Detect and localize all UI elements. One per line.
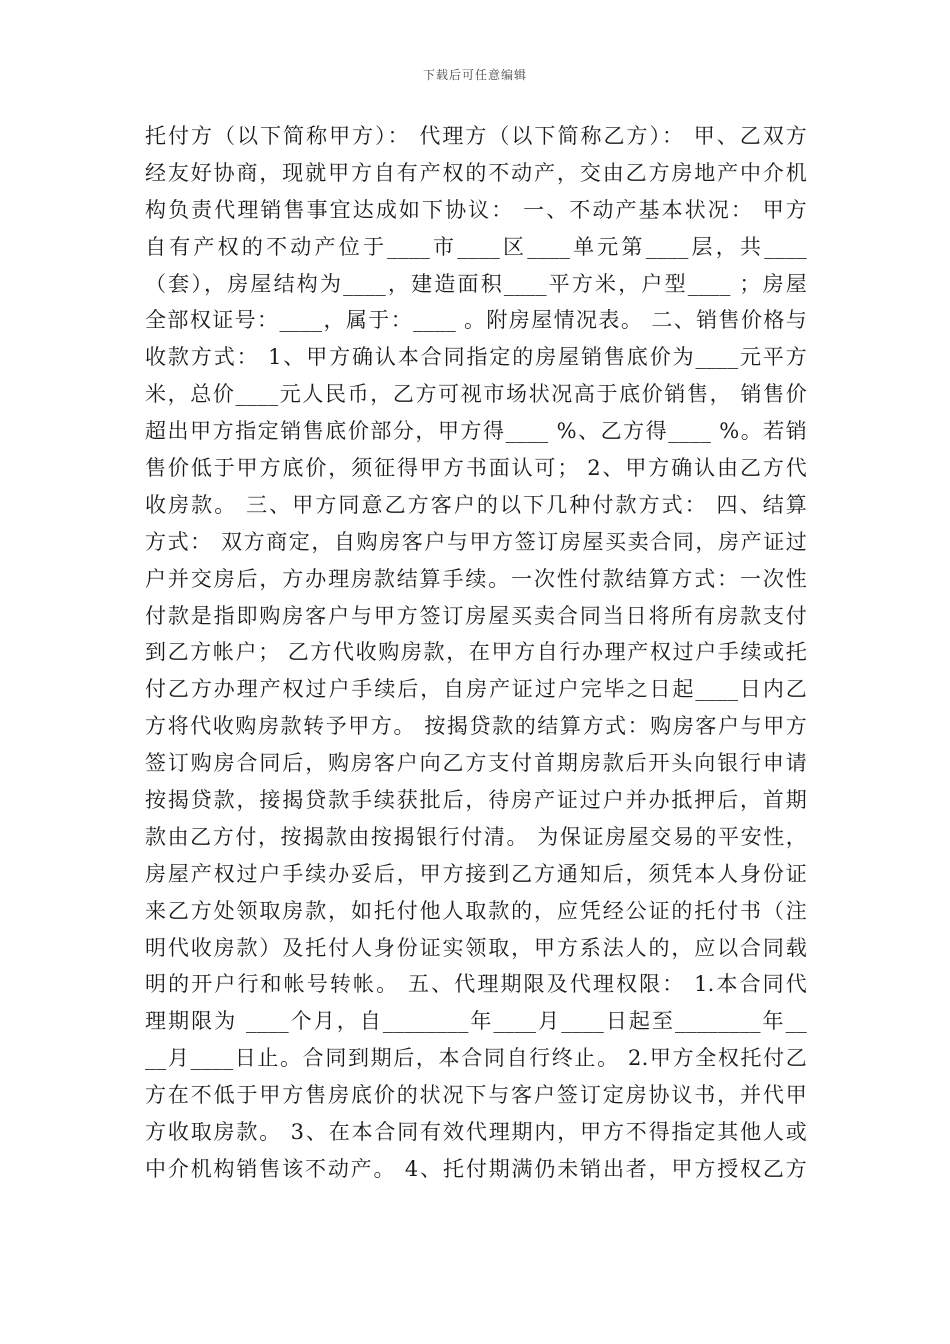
text-line: 到乙方帐户； 乙方代收购房款，在甲方自行办理产权过户手续或托 bbox=[145, 640, 807, 665]
text-line: 方在不低于甲方售房底价的状况下与客户签订定房协议书，并代甲 bbox=[145, 1083, 807, 1108]
text-line: 方式： 双方商定，自购房客户与甲方签订房屋买卖合同，房产证过 bbox=[145, 529, 807, 554]
text-line: 超出甲方指定销售底价部分，甲方得____ %、乙方得____ %。若销 bbox=[145, 419, 807, 444]
text-line: __月____日止。合同到期后，本合同自行终止。 2.甲方全权托付乙 bbox=[145, 1046, 807, 1071]
document-body bbox=[145, 118, 807, 1328]
text-line: 户并交房后，方办理房款结算手续。一次性付款结算方式：一次性 bbox=[145, 566, 807, 591]
text-line: 房屋产权过户手续办妥后，甲方接到乙方通知后，须凭本人身份证 bbox=[145, 861, 807, 886]
text-line: 款由乙方付，按揭款由按揭银行付清。 为保证房屋交易的平安性， bbox=[145, 824, 807, 849]
text-line: 托付方（以下简称甲方）： 代理方（以下简称乙方）： 甲、乙双方 bbox=[145, 124, 807, 148]
text-line: 按揭贷款，接揭贷款手续获批后，待房产证过户并办抵押后，首期 bbox=[145, 788, 807, 813]
text-line: 经友好协商，现就甲方自有产权的不动产，交由乙方房地产中介机 bbox=[145, 160, 807, 185]
page-header: 下载后可任意编辑 bbox=[422, 68, 527, 82]
text-line: （套），房屋结构为____，建造面积____平方米，户型____ ；房屋 bbox=[145, 271, 807, 296]
text-line: 自有产权的不动产位于____市____区____单元第____层，共____ bbox=[145, 234, 807, 259]
text-line: 付乙方办理产权过户手续后，自房产证过户完毕之日起____日内乙 bbox=[145, 677, 807, 702]
text-line: 方收取房款。 3、在本合同有效代理期内，甲方不得指定其他人或 bbox=[145, 1120, 807, 1145]
text-line: 签订购房合同后，购房客户向乙方支付首期房款后开头向银行申请 bbox=[145, 751, 807, 776]
text-line: 明的开户行和帐号转帐。 五、代理期限及代理权限： 1.本合同代 bbox=[145, 972, 807, 997]
text-line: 明代收房款）及托付人身份证实领取，甲方系法人的，应以合同载 bbox=[145, 935, 807, 960]
text-line: 付款是指即购房客户与甲方签订房屋买卖合同当日将所有房款支付 bbox=[145, 603, 807, 628]
text-line: 收款方式： 1、甲方确认本合同指定的房屋销售底价为____元平方 bbox=[145, 345, 807, 370]
text-line: 来乙方处领取房款，如托付他人取款的，应凭经公证的托付书（注 bbox=[145, 898, 807, 923]
text-line: 构负责代理销售事宜达成如下协议： 一、不动产基本状况： 甲方 bbox=[145, 197, 807, 222]
text-line: 售价低于甲方底价，须征得甲方书面认可； 2、甲方确认由乙方代 bbox=[145, 456, 807, 481]
text-line: 米，总价____元人民币，乙方可视市场状况高于底价销售， 销售价 bbox=[145, 382, 807, 407]
text-line: 全部权证号：____，属于：____ 。附房屋情况表。 二、销售价格与 bbox=[145, 308, 807, 333]
text-line: 中介机构销售该不动产。 4、托付期满仍未销出者，甲方授权乙方 bbox=[145, 1156, 807, 1181]
text-line: 理期限为 ____个月，自________年____月____日起至________年__ bbox=[145, 1009, 807, 1034]
text-line: 方将代收购房款转予甲方。 按揭贷款的结算方式：购房客户与甲方 bbox=[145, 714, 807, 739]
text-line: 收房款。 三、甲方同意乙方客户的以下几种付款方式： 四、结算 bbox=[145, 492, 807, 517]
